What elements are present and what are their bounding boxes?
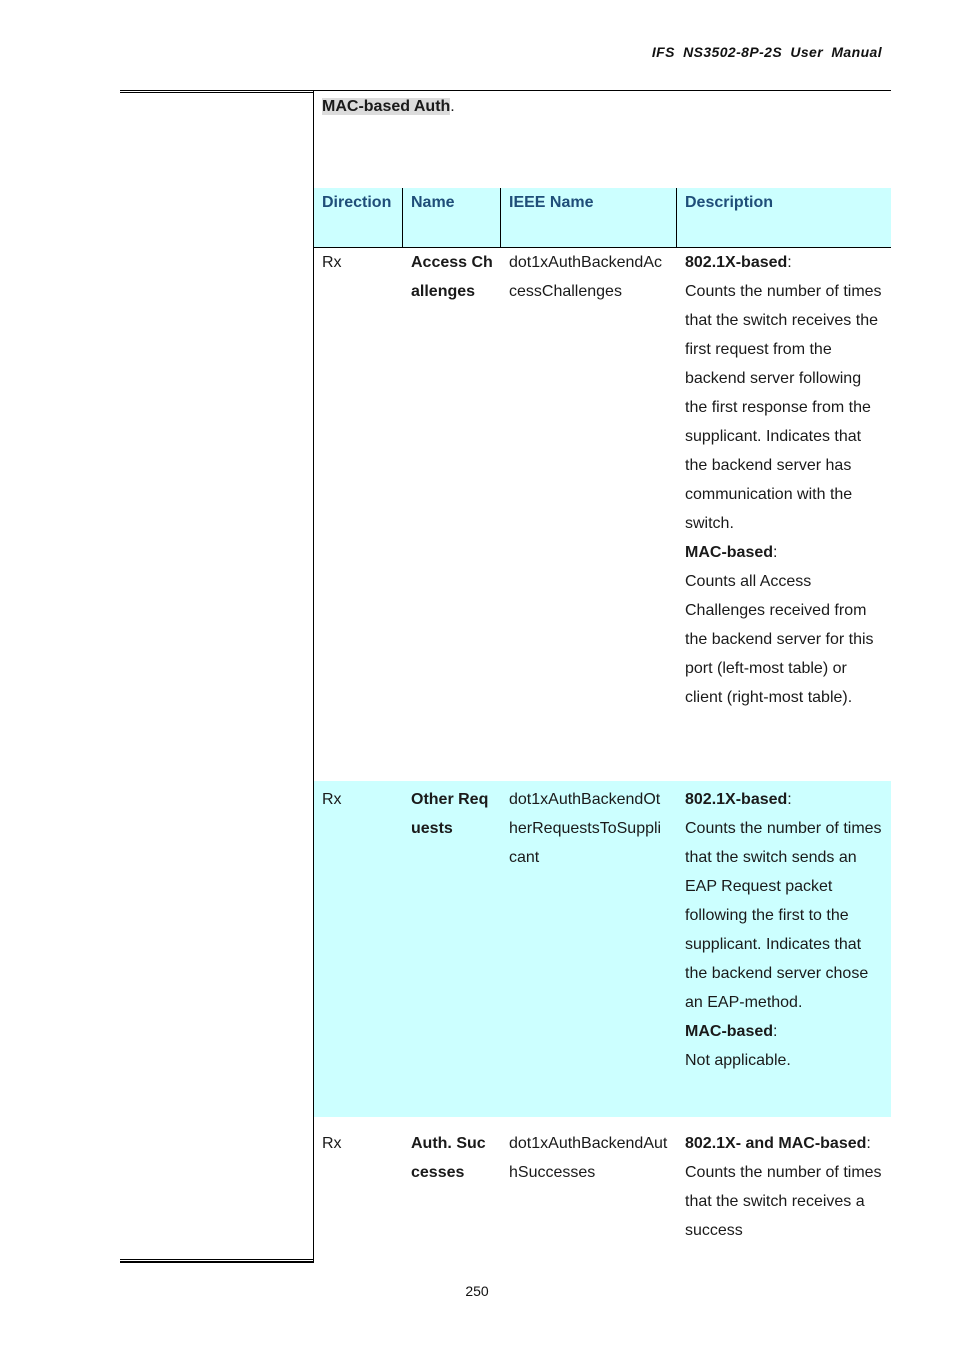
cell-ieee-name: dot1xAuthBackendOtherRequestsToSupplicant [509,791,662,866]
cell-name: Access Challenges [411,254,493,300]
intro-text [322,98,455,116]
table-header-row [314,188,891,248]
table-row [314,248,891,781]
desc-text: Counts the number of times that the switch sends an EAP Request packet following the first to the supplicant. Indicates that the backend server chose an EAP-method. [685,820,882,1011]
desc-label: 802.1X-based [685,254,788,271]
cell-ieee-name: dot1xAuthBackendAccessChallenges [509,254,662,300]
left-rule-bottom [120,1259,314,1263]
desc-text: Counts all Access Challenges received from the backend server for this port (left-most table) or client (right-most table). [685,573,874,706]
top-rule [314,90,891,91]
header-description: Description [685,194,774,211]
desc-label: 802.1X- and MAC-based [685,1135,867,1152]
intro-highlight: MAC-based Auth [322,98,451,115]
left-rule-top [120,90,314,93]
table-row [314,781,891,1117]
header-direction: Direction [314,188,403,247]
cell-direction: Rx [322,1135,342,1152]
counters-table [314,188,891,1245]
desc-text: Counts the number of times that the switch receives a success [685,1164,882,1239]
cell-name: Other Requests [411,791,489,837]
desc-text: Counts the number of times that the switch receives the first request from the backend server following the first response from the supplicant. Indicates that the backend server has communication with the switch. [685,283,882,532]
header-ieee-name: IEEE Name [501,188,677,247]
cell-ieee-name: dot1xAuthBackendAuthSuccesses [509,1135,668,1181]
intro-suffix: . [450,98,455,115]
header-name: Name [403,188,501,247]
cell-description: 802.1X-based: Counts the number of times that the switch receives the first request from the backend server following the first response from the supplicant. Indicates that the backend server has communication with the switch. MAC-based: Counts all Access Challenges received from the backend server for this port (left-most table) or client (right-most table). [677,248,891,781]
desc-label: 802.1X-based [685,791,788,808]
cell-name: Auth. Successes [411,1135,486,1181]
document-header-title: IFS NS3502-8P-2S User Manual [651,44,882,60]
table-row [314,1117,891,1245]
page-number: 250 [465,1283,489,1299]
cell-description: 802.1X- and MAC-based: Counts the number of times that the switch receives a success [677,1129,891,1245]
cell-direction: Rx [322,254,342,271]
desc-label: MAC-based [685,544,774,561]
desc-text: Not applicable. [685,1052,791,1069]
desc-label: MAC-based [685,1023,774,1040]
cell-direction: Rx [322,791,342,808]
cell-description: 802.1X-based: Counts the number of times that the switch sends an EAP Request packet following the first to the supplicant. Indicates that the backend server chose an EAP-method. MAC-based: Not applicable. [677,785,891,1117]
